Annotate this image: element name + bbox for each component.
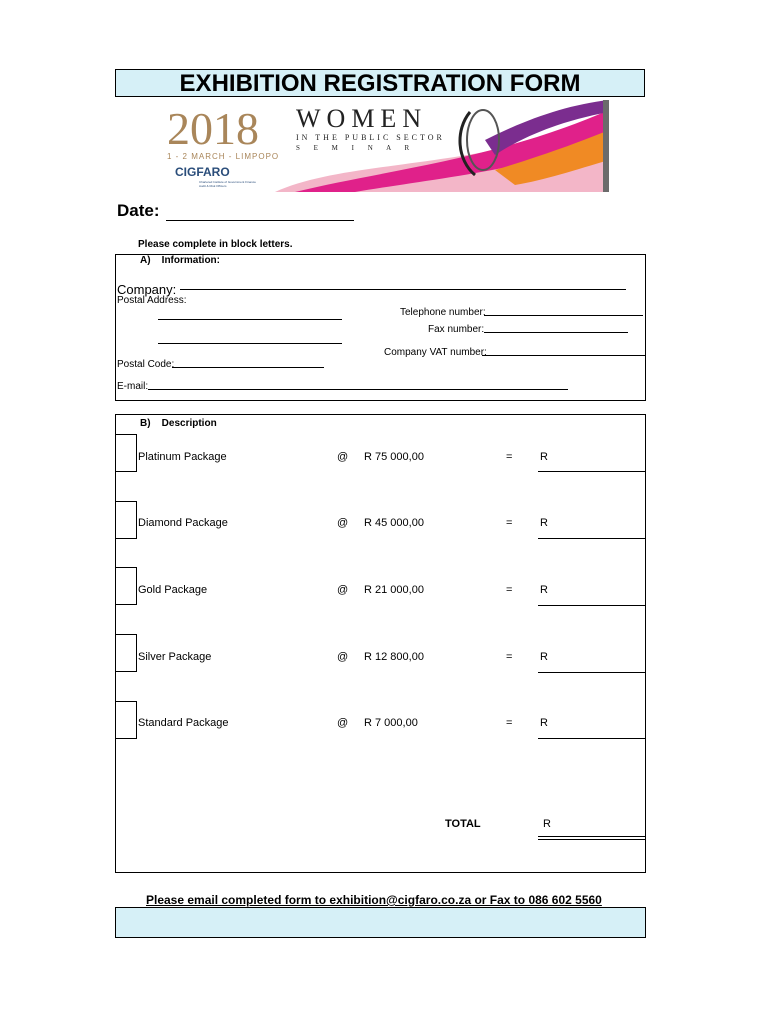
package-name: Gold Package [138, 584, 208, 596]
package-price: R 45 000,00 [364, 517, 424, 529]
package-amount: R [540, 651, 548, 663]
total-underline-1 [538, 836, 645, 837]
gold-checkbox[interactable] [115, 567, 137, 605]
platinum-checkbox[interactable] [115, 434, 137, 472]
event-banner [165, 100, 609, 192]
postal-address-label: Postal Address: [117, 295, 187, 306]
date-field[interactable] [166, 204, 354, 221]
banner-seminar: S E M I N A R [296, 144, 416, 152]
package-amount: R [540, 517, 548, 529]
banner-year: 2018 [167, 103, 259, 154]
equals-symbol: = [506, 584, 513, 596]
total-underline-2[interactable] [538, 839, 645, 840]
silver-checkbox[interactable] [115, 634, 137, 672]
footer-box [115, 907, 646, 938]
package-price: R 75 000,00 [364, 451, 424, 463]
equals-symbol: = [506, 717, 513, 729]
section-b-heading: B) Description [140, 418, 217, 429]
fax-label: Fax number: [428, 324, 485, 335]
vat-label: Company VAT number: [384, 347, 487, 358]
total-label: TOTAL [445, 818, 481, 830]
instruction-text: Please complete in block letters. [138, 239, 293, 250]
date-label: Date: [117, 201, 160, 220]
package-name: Standard Package [138, 717, 229, 729]
package-name: Platinum Package [138, 451, 227, 463]
postal-code-field[interactable] [172, 367, 324, 368]
vat-field[interactable] [482, 355, 645, 356]
package-amount: R [540, 717, 548, 729]
diamond-amount-field[interactable] [538, 538, 645, 539]
banner-public-sector: IN THE PUBLIC SECTOR [296, 133, 445, 142]
company-field[interactable] [180, 289, 626, 290]
cigfaro-logo-sub: Chartered Institute of Government Finance Audit & Risk Officers [199, 180, 256, 188]
at-symbol: @ [337, 517, 349, 529]
cigfaro-logo: CIGFARO [175, 165, 230, 179]
standard-amount-field[interactable] [538, 738, 645, 739]
postal-address-line-2[interactable] [158, 343, 342, 344]
gold-amount-field[interactable] [538, 605, 645, 606]
telephone-field[interactable] [484, 315, 643, 316]
banner-women: WOMEN [296, 104, 428, 133]
section-a-box [115, 254, 646, 401]
at-symbol: @ [337, 584, 349, 596]
package-price: R 12 800,00 [364, 651, 424, 663]
fax-field[interactable] [484, 332, 628, 333]
total-amount: R [543, 818, 551, 830]
platinum-amount-field[interactable] [538, 471, 645, 472]
banner-dates: 1 - 2 MARCH - LIMPOPO [167, 152, 280, 161]
package-price: R 7 000,00 [364, 717, 418, 729]
package-name: Silver Package [138, 651, 212, 663]
equals-symbol: = [506, 651, 513, 663]
company-label: Company: [117, 282, 177, 297]
postal-code-label: Postal Code: [117, 359, 175, 370]
form-title: EXHIBITION REGISTRATION FORM [115, 69, 645, 97]
at-symbol: @ [337, 717, 349, 729]
email-field[interactable] [148, 389, 568, 390]
date-row [117, 201, 354, 221]
at-symbol: @ [337, 651, 349, 663]
standard-checkbox[interactable] [115, 701, 137, 739]
at-symbol: @ [337, 451, 349, 463]
equals-symbol: = [506, 451, 513, 463]
package-name: Diamond Package [138, 517, 228, 529]
section-b-box [115, 414, 646, 873]
section-a-heading: A) Information: [140, 255, 220, 266]
package-amount: R [540, 584, 548, 596]
postal-address-line-1[interactable] [158, 319, 342, 320]
telephone-label: Telephone number: [400, 307, 486, 318]
equals-symbol: = [506, 517, 513, 529]
package-amount: R [540, 451, 548, 463]
package-price: R 21 000,00 [364, 584, 424, 596]
email-label: E-mail: [117, 381, 149, 392]
diamond-checkbox[interactable] [115, 501, 137, 539]
footer-instruction: Please email completed form to exhibition@cigfaro.co.za or Fax to 086 602 5560 [146, 893, 602, 907]
silver-amount-field[interactable] [538, 672, 645, 673]
